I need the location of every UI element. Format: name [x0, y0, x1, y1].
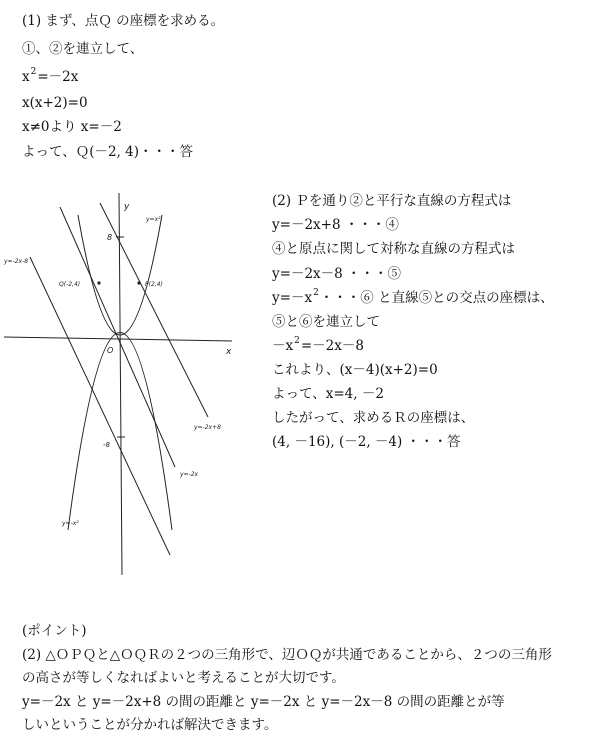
part2-line-5-exponent: 2 — [313, 288, 319, 298]
part1-line-3 — [22, 68, 78, 88]
label-y-neg2x: y=-2x — [180, 471, 199, 478]
part2-line-5a: y=－x — [272, 290, 313, 306]
part1-line-4: x(x+2)=0 — [22, 95, 88, 111]
point-line-1: (2) △ＯＰＱと△ＯＱＲの２つの三角形で、辺ＯＱが共通であることから、２つの三角形 — [22, 647, 552, 663]
part2-line-7a: －x — [272, 338, 294, 354]
part2-line-6: ⑤と⑥を連立して — [272, 314, 380, 330]
part2-line-7 — [272, 337, 364, 357]
tick-8-label: 8 — [107, 233, 113, 242]
part1-line-1: (1) まず、点Ｑ の座標を求める。 — [22, 13, 225, 29]
label-y-neg2x-plus8: y=-2x+8 — [194, 424, 221, 431]
part1-line-6: よって、Ｑ(－2, 4)・・・答 — [22, 144, 194, 160]
part2-line-2: y=－2x+8 ・・・④ — [272, 217, 399, 233]
part2-line-5b: ・・・⑥ と直線⑤との交点の座標は、 — [319, 290, 554, 306]
part2-line-3: ④と原点に関して対称な直線の方程式は — [272, 241, 515, 257]
part1-line-3a: x — [22, 69, 30, 85]
label-y-x2: y=x² — [146, 216, 161, 223]
part2-line-1: (2) Ｐを通り②と平行な直線の方程式は — [272, 193, 512, 209]
part2-line-4: y=－2x－8 ・・・⑤ — [272, 266, 402, 282]
part2-line-7b: =－2x－8 — [300, 338, 364, 354]
axis-y-label: y — [124, 202, 130, 212]
part2-line-8: これより、(x－4)(x+2)=0 — [272, 362, 438, 378]
y-axis — [119, 193, 122, 575]
point-line-2: の高さが等しくなればよいと考えることが大切です。 — [22, 670, 345, 686]
part2-line-10: したがって、求めるＲの座標は、 — [272, 410, 475, 426]
part1-line-3b: =－2x — [37, 69, 79, 85]
point-Q — [97, 281, 100, 284]
point-heading: (ポイント) — [22, 623, 87, 639]
line-y-neg2x — [60, 207, 175, 467]
line-y-neg2x-plus8 — [100, 203, 208, 417]
tick-neg8-label: -8 — [103, 441, 110, 449]
part2-line-9: よって、x=4, －2 — [272, 386, 384, 402]
label-Q: Q(-2,4) — [59, 281, 81, 288]
point-P — [137, 281, 140, 284]
part2-line-11: (4, －16), (－2, －4) ・・・答 — [272, 434, 461, 450]
point-line-3: y=－2x と y=－2x+8 の間の距離と y=－2x と y=－2x－8 の間の距離とが等 — [22, 694, 505, 710]
label-P: P(2,4) — [145, 281, 163, 288]
axis-x-label: x — [226, 347, 232, 357]
point-line-4: しいということが分かれば解決できます。 — [22, 717, 278, 733]
label-y-neg-x2: y=-x² — [62, 520, 79, 527]
origin-label: O — [107, 346, 114, 355]
part1-line-3-exponent: 2 — [30, 67, 37, 77]
line-y-neg2x-minus8 — [30, 257, 170, 555]
part1-line-2: ①、②を連立して、 — [22, 41, 144, 57]
part2-line-5 — [272, 289, 554, 309]
part2-line-7-exponent: 2 — [294, 336, 300, 346]
part1-line-5: x≠0より x=－2 — [22, 119, 122, 135]
function-graph — [0, 185, 250, 585]
label-y-neg2x-minus8: y=-2x-8 — [4, 258, 29, 265]
